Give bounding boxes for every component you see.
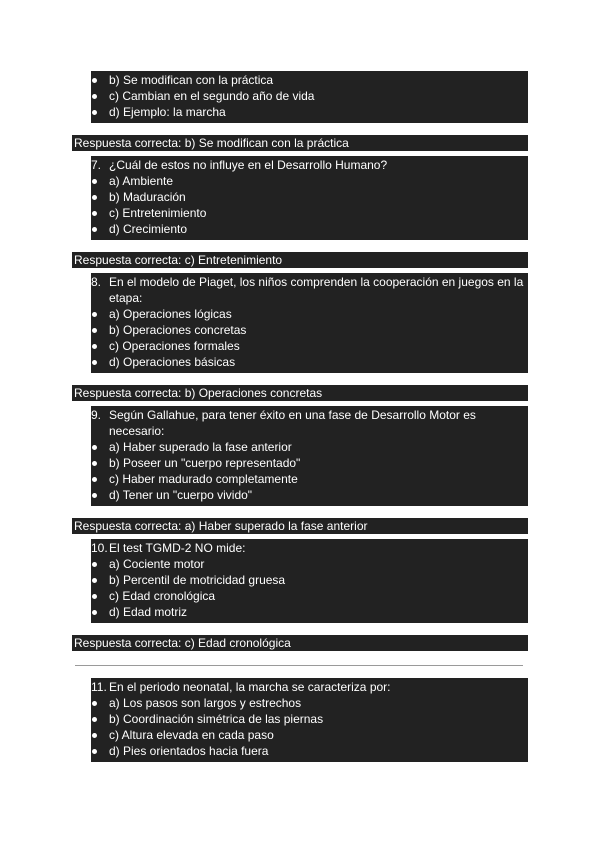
option: d) Edad motriz (91, 604, 528, 620)
question-text: El test TGMD-2 NO mide: (109, 541, 246, 555)
question-11-stem (91, 679, 528, 695)
option: b) Se modifican con la práctica (91, 72, 528, 88)
option: c) Edad cronológica (91, 588, 528, 604)
option: b) Percentil de motricidad gruesa (91, 572, 528, 588)
option: c) Cambian en el segundo año de vida (91, 88, 528, 104)
option: d) Ejemplo: la marcha (91, 104, 528, 120)
answer-7: Respuesta correcta: c) Entretenimiento (72, 252, 528, 268)
question-10 (91, 539, 528, 623)
option: a) Haber superado la fase anterior (91, 439, 528, 455)
question-number: 10. (91, 541, 108, 555)
question-text: En el periodo neonatal, la marcha se caracteriza por: (109, 680, 391, 694)
option: a) Operaciones lógicas (91, 306, 528, 322)
option: b) Operaciones concretas (91, 322, 528, 338)
answer-8: Respuesta correcta: b) Operaciones concretas (72, 385, 528, 401)
question-7 (91, 156, 528, 240)
question-10-stem (91, 540, 528, 556)
option: d) Tener un "cuerpo vivido" (91, 487, 528, 503)
option: c) Haber madurado completamente (91, 471, 528, 487)
question-text: En el modelo de Piaget, los niños comprenden la cooperación en juegos en la etapa: (109, 275, 524, 305)
answer-9: Respuesta correcta: a) Haber superado la fase anterior (72, 518, 528, 534)
question-9-stem (91, 407, 528, 439)
question-text: Según Gallahue, para tener éxito en una fase de Desarrollo Motor es necesario: (109, 408, 476, 438)
option: c) Operaciones formales (91, 338, 528, 354)
option: b) Poseer un "cuerpo representado" (91, 455, 528, 471)
option: a) Cociente motor (91, 556, 528, 572)
question-11 (91, 678, 528, 762)
option: b) Coordinación simétrica de las piernas (91, 711, 528, 727)
question-number: 8. (91, 275, 102, 289)
question-9 (91, 406, 528, 506)
question-number: 11. (91, 680, 107, 694)
option: b) Maduración (91, 189, 528, 205)
section-divider (75, 665, 523, 666)
option: c) Entretenimiento (91, 205, 528, 221)
option: d) Crecimiento (91, 221, 528, 237)
answer-10: Respuesta correcta: c) Edad cronológica (72, 635, 528, 651)
question-number: 7. (91, 158, 102, 172)
question-7-stem (91, 157, 528, 173)
question-number: 9. (91, 408, 102, 422)
question-8 (91, 273, 528, 373)
option: d) Operaciones básicas (91, 354, 528, 370)
question-8-stem (91, 274, 528, 306)
question-text: ¿Cuál de estos no influye en el Desarrollo Humano? (109, 158, 388, 172)
answer-6: Respuesta correcta: b) Se modifican con la práctica (72, 135, 528, 151)
option: c) Altura elevada en cada paso (91, 727, 528, 743)
option: a) Ambiente (91, 173, 528, 189)
option: d) Pies orientados hacia fuera (91, 743, 528, 759)
option: a) Los pasos son largos y estrechos (91, 695, 528, 711)
question-6-options (91, 71, 528, 123)
